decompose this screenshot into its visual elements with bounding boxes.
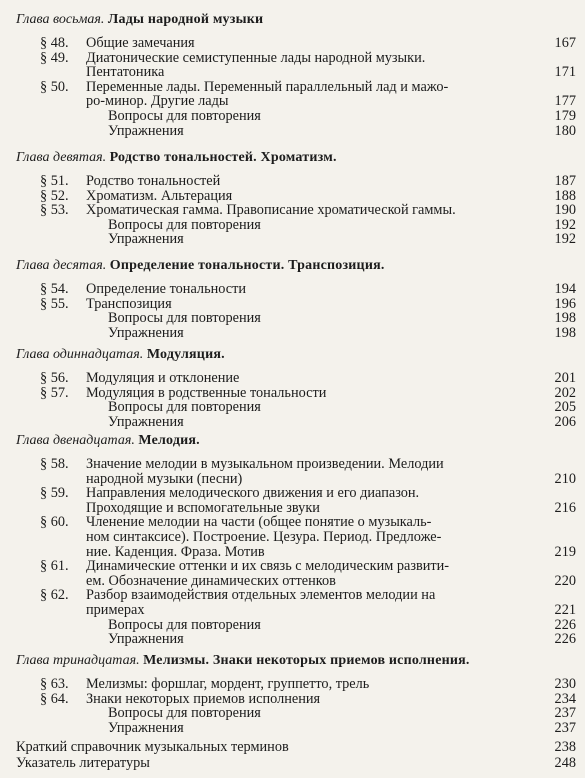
chapter-label: Глава тринадцатая. bbox=[16, 653, 140, 668]
entry-text: Родство тональностей bbox=[86, 173, 221, 189]
entry-text: Мелизмы: форшлаг, мордент, группетто, трель bbox=[86, 676, 370, 692]
chapter-heading bbox=[16, 653, 470, 669]
toc-subentry-line[interactable] bbox=[108, 414, 576, 430]
entry-text: Хроматическая гамма. Правописание хроматической гаммы. bbox=[86, 202, 456, 219]
page-number: 221 bbox=[554, 602, 576, 618]
toc-entry-line[interactable] bbox=[40, 173, 576, 189]
page-number: 201 bbox=[554, 370, 576, 386]
page-number: 220 bbox=[554, 572, 576, 589]
toc-entry-line[interactable] bbox=[86, 93, 576, 109]
section-number: § 59. bbox=[40, 485, 69, 502]
page-number: 238 bbox=[554, 739, 576, 755]
section-number: § 61. bbox=[40, 558, 69, 575]
entry-text: Проходящие и вспомогательные звуки bbox=[86, 499, 320, 516]
entry-text: Хроматизм. Альтерация bbox=[86, 187, 233, 204]
toc-entry-line[interactable] bbox=[40, 202, 576, 218]
page-number: 198 bbox=[554, 310, 576, 327]
chapter-heading bbox=[16, 347, 225, 363]
entry-text: Транспозиция bbox=[86, 295, 172, 312]
chapter-heading bbox=[16, 12, 263, 28]
page-number: 188 bbox=[554, 187, 576, 204]
page-number: 237 bbox=[554, 705, 576, 722]
toc-entry-line[interactable] bbox=[86, 471, 576, 487]
toc-entry-line[interactable] bbox=[40, 50, 576, 66]
section-number: § 57. bbox=[40, 384, 69, 401]
chapter-title: Родство тональностей. Хроматизм. bbox=[109, 150, 337, 165]
entry-text: Вопросы для повторения bbox=[108, 399, 261, 416]
entry-text: Модуляция в родственные тональности bbox=[86, 384, 327, 401]
section-number: § 55. bbox=[40, 295, 69, 312]
toc-entry-line[interactable] bbox=[40, 456, 576, 472]
section-number: § 58. bbox=[40, 456, 69, 472]
toc-entry-line[interactable] bbox=[40, 676, 576, 692]
toc-entry-line[interactable] bbox=[40, 691, 576, 707]
page-number: 226 bbox=[554, 631, 576, 648]
entry-text: Значение мелодии в музыкальном произведении. Мелодии bbox=[86, 456, 444, 472]
page-number: 206 bbox=[554, 413, 576, 430]
entry-text: Общие замечания bbox=[86, 35, 195, 51]
section-number: § 64. bbox=[40, 690, 69, 707]
toc-entry-line[interactable] bbox=[86, 500, 576, 516]
page-number: 226 bbox=[554, 616, 576, 633]
entry-text: примерах bbox=[86, 602, 145, 618]
entry-text: Модуляция и отклонение bbox=[86, 370, 240, 386]
page-number: 210 bbox=[554, 470, 576, 487]
toc-entry-line[interactable] bbox=[86, 573, 576, 589]
toc-subentry-line[interactable] bbox=[108, 399, 576, 415]
page-number: 237 bbox=[554, 719, 576, 736]
toc-entry-line[interactable] bbox=[86, 602, 576, 618]
toc-subentry-line[interactable] bbox=[108, 617, 576, 633]
section-number: § 48. bbox=[40, 35, 69, 51]
toc-subentry-line[interactable] bbox=[108, 705, 576, 721]
page-number: 192 bbox=[554, 231, 576, 248]
toc-subentry-line[interactable] bbox=[108, 231, 576, 247]
toc-subentry-line[interactable] bbox=[108, 631, 576, 647]
page-number: 192 bbox=[554, 216, 576, 233]
entry-text: Переменные лады. Переменный параллельный лад и мажо- bbox=[86, 78, 449, 95]
entry-text: Упражнения bbox=[108, 122, 184, 139]
toc-entry-line[interactable] bbox=[40, 79, 576, 95]
section-number: § 51. bbox=[40, 173, 69, 189]
toc-entry-line[interactable] bbox=[40, 558, 576, 574]
toc-entry-line[interactable] bbox=[40, 281, 576, 297]
page-number: 171 bbox=[554, 64, 576, 81]
toc-entry-line[interactable] bbox=[40, 385, 576, 401]
page-number: 230 bbox=[554, 676, 576, 692]
page-number: 194 bbox=[554, 281, 576, 297]
entry-text: Пентатоника bbox=[86, 64, 165, 81]
page-number: 196 bbox=[554, 295, 576, 312]
toc-entry-line[interactable] bbox=[40, 370, 576, 386]
entry-text: Упражнения bbox=[108, 324, 184, 341]
chapter-label: Глава девятая. bbox=[16, 150, 107, 165]
entry-text: Вопросы для повторения bbox=[108, 108, 261, 124]
chapter-heading bbox=[16, 433, 200, 449]
section-number: § 62. bbox=[40, 587, 69, 604]
entry-text: Разбор взаимодействия отдельных элементов мелодии на bbox=[86, 587, 436, 604]
toc-entry-line[interactable] bbox=[40, 296, 576, 312]
page-number: 167 bbox=[554, 35, 576, 51]
section-number: § 56. bbox=[40, 370, 69, 386]
toc-entry-line[interactable] bbox=[40, 35, 576, 51]
toc-subentry-line[interactable] bbox=[108, 123, 576, 139]
entry-text: народной музыки (песни) bbox=[86, 470, 243, 487]
chapter-title: Лады народной музыки bbox=[107, 12, 264, 27]
entry-text: ном синтаксисе). Построение. Цезура. Период. Предложе- bbox=[86, 529, 442, 545]
entry-text: Упражнения bbox=[108, 231, 184, 248]
entry-text: Членение мелодии на части (общее понятие о музыкаль- bbox=[86, 514, 432, 531]
chapter-label: Глава восьмая. bbox=[16, 12, 105, 27]
entry-text: Направления мелодического движения и его диапазон. bbox=[86, 485, 420, 502]
page-number: 180 bbox=[554, 122, 576, 139]
entry-text: Вопросы для повторения bbox=[108, 616, 261, 633]
closing-entry[interactable] bbox=[16, 755, 576, 771]
page-number: 202 bbox=[554, 384, 576, 401]
toc-entry-line[interactable] bbox=[86, 64, 576, 80]
page-number: 248 bbox=[554, 755, 576, 771]
entry-text: Диатонические семиступенные лады народной музыки. bbox=[86, 49, 426, 66]
toc-subentry-line[interactable] bbox=[108, 720, 576, 736]
section-number: § 60. bbox=[40, 514, 69, 531]
toc-subentry-line[interactable] bbox=[108, 108, 576, 124]
page-number: 219 bbox=[554, 543, 576, 560]
toc-entry-line[interactable] bbox=[86, 529, 576, 545]
section-number: § 52. bbox=[40, 187, 69, 204]
page-number: 198 bbox=[554, 324, 576, 341]
page-number: 179 bbox=[554, 108, 576, 124]
chapter-title: Мелизмы. Знаки некоторых приемов исполнения. bbox=[143, 653, 470, 668]
section-number: § 54. bbox=[40, 281, 69, 297]
entry-text: Упражнения bbox=[108, 631, 184, 648]
page-number: 177 bbox=[554, 93, 576, 110]
chapter-heading bbox=[16, 258, 385, 274]
entry-text: Вопросы для повторения bbox=[108, 310, 261, 327]
page-number: 234 bbox=[554, 690, 576, 707]
chapter-label: Глава десятая. bbox=[16, 258, 107, 273]
chapter-heading bbox=[16, 150, 337, 166]
page-number: 216 bbox=[554, 499, 576, 516]
entry-text: Упражнения bbox=[108, 413, 184, 430]
entry-text: ро-минор. Другие лады bbox=[86, 93, 229, 110]
entry-text: Вопросы для повторения bbox=[108, 705, 261, 722]
toc-entry-line[interactable] bbox=[40, 485, 576, 501]
entry-text: Вопросы для повторения bbox=[108, 216, 261, 233]
entry-text: ем. Обозначение динамических оттенков bbox=[86, 572, 336, 589]
toc-subentry-line[interactable] bbox=[108, 217, 576, 233]
entry-text: Знаки некоторых приемов исполнения bbox=[86, 690, 321, 707]
toc-entry-line[interactable] bbox=[86, 544, 576, 560]
entry-text: Динамические оттенки и их связь с мелодическим развити- bbox=[86, 558, 450, 575]
chapter-title: Модуляция. bbox=[146, 347, 225, 362]
page-number: 187 bbox=[554, 173, 576, 189]
section-number: § 53. bbox=[40, 202, 69, 219]
entry-text: ние. Каденция. Фраза. Мотив bbox=[86, 543, 265, 560]
toc-entry-line[interactable] bbox=[40, 587, 576, 603]
page-number: 205 bbox=[554, 399, 576, 416]
section-number: § 50. bbox=[40, 78, 69, 95]
chapter-label: Глава двенадцатая. bbox=[16, 433, 135, 448]
chapter-label: Глава одиннадцатая. bbox=[16, 347, 144, 362]
toc-subentry-line[interactable] bbox=[108, 310, 576, 326]
entry-text: Определение тональности bbox=[86, 281, 246, 297]
toc-subentry-line[interactable] bbox=[108, 325, 576, 341]
chapter-title: Мелодия. bbox=[138, 433, 200, 448]
page-number: 190 bbox=[554, 202, 576, 219]
chapter-title: Определение тональности. Транспозиция. bbox=[109, 258, 385, 273]
entry-text: Краткий справочник музыкальных терминов bbox=[16, 739, 289, 755]
closing-entry[interactable] bbox=[16, 739, 576, 755]
entry-text: Упражнения bbox=[108, 719, 184, 736]
entry-text: Указатель литературы bbox=[16, 755, 150, 771]
section-number: § 49. bbox=[40, 49, 69, 66]
section-number: § 63. bbox=[40, 676, 69, 692]
toc-entry-line[interactable] bbox=[40, 514, 576, 530]
toc-entry-line[interactable] bbox=[40, 188, 576, 204]
